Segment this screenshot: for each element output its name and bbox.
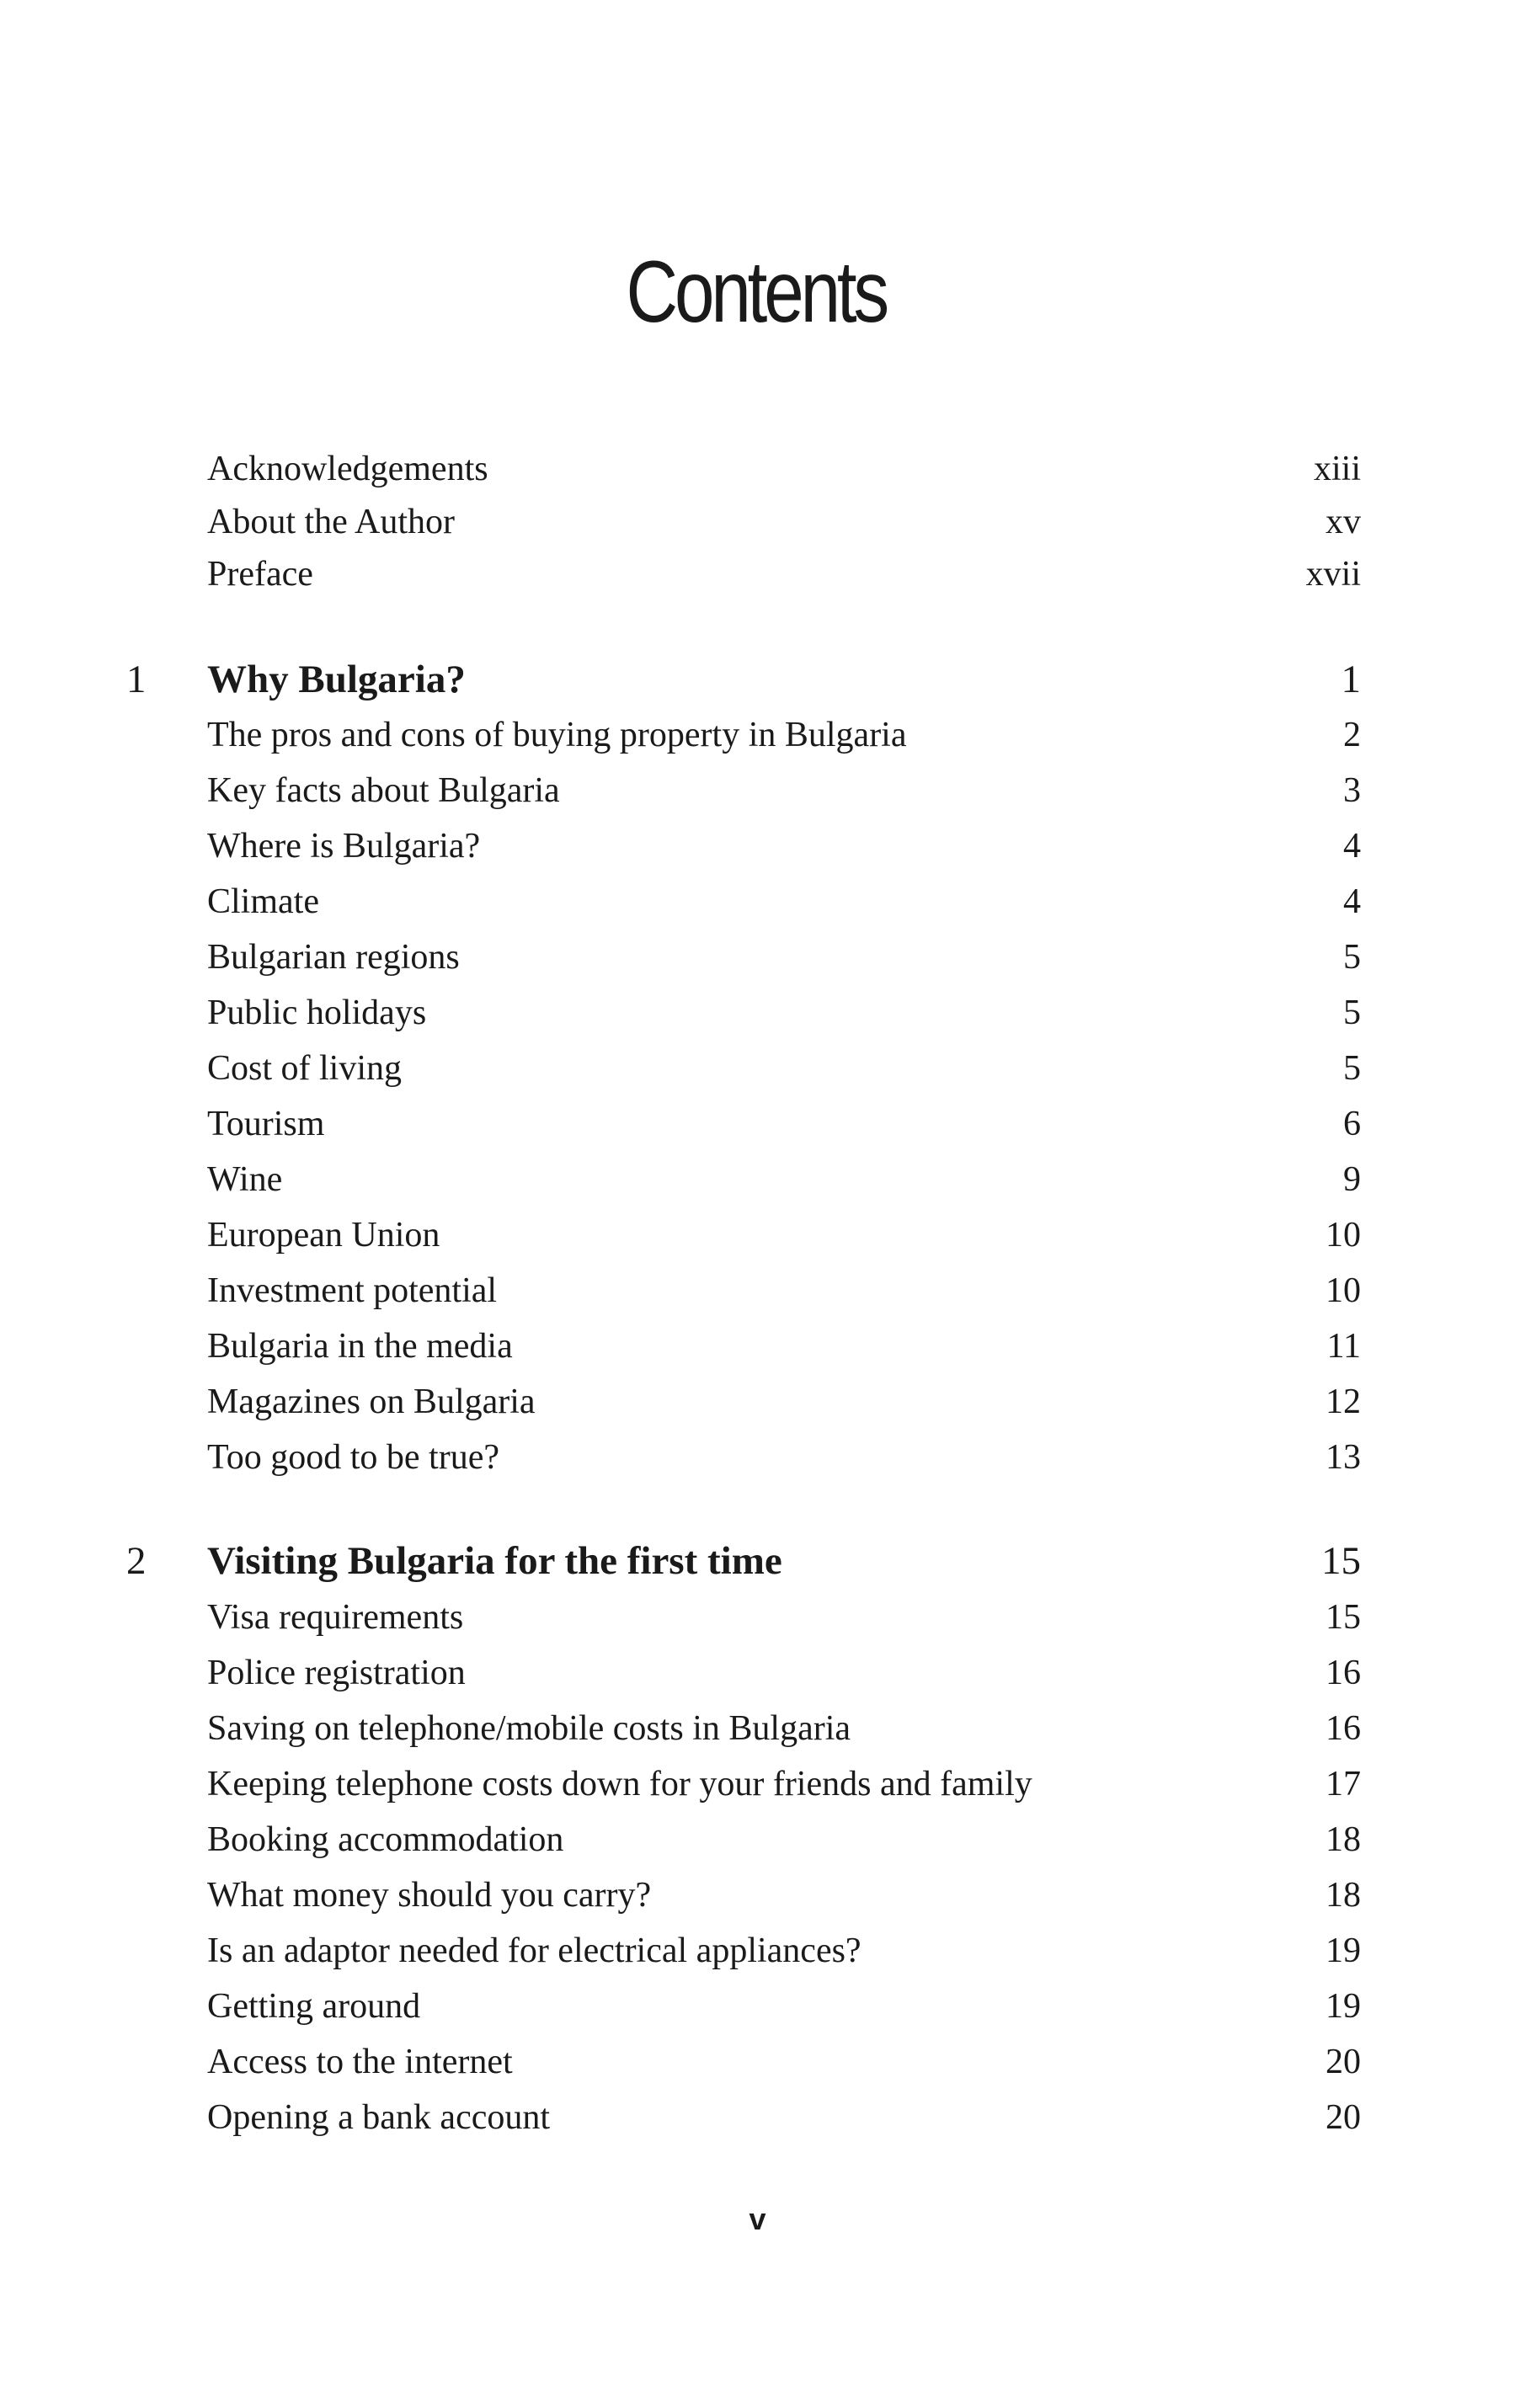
toc-entry[interactable] xyxy=(0,1210,1515,1260)
toc-entry-label: Cost of living xyxy=(207,1049,403,1088)
chapter-number: 1 xyxy=(126,658,147,701)
toc-entry[interactable] xyxy=(0,1043,1515,1094)
toc-entry-label: Tourism xyxy=(207,1105,325,1143)
toc-entry-page: 18 xyxy=(1326,1820,1361,1859)
toc-entry-label: Public holidays xyxy=(207,994,427,1032)
toc-entry-page: 9 xyxy=(1343,1160,1361,1199)
toc-entry[interactable] xyxy=(0,1814,1515,1865)
toc-entry[interactable] xyxy=(0,1321,1515,1372)
toc-entry[interactable] xyxy=(0,765,1515,816)
toc-entry-page: 16 xyxy=(1326,1709,1361,1748)
toc-entry-page: 19 xyxy=(1326,1987,1361,2026)
toc-entry-page: 20 xyxy=(1326,2098,1361,2137)
chapter-page: 1 xyxy=(1341,658,1361,701)
toc-chapter-1[interactable] xyxy=(0,654,1515,705)
chapter-number: 2 xyxy=(126,1539,147,1583)
toc-entry[interactable] xyxy=(0,932,1515,983)
toc-entry-label: Access to the internet xyxy=(207,2043,513,2081)
toc-entry-label: Acknowledgements xyxy=(207,450,488,488)
page-title: Contents xyxy=(626,243,887,341)
toc-entry[interactable] xyxy=(0,710,1515,760)
toc-entry-preface[interactable] xyxy=(0,549,1515,599)
toc-entry-label: Key facts about Bulgaria xyxy=(207,771,560,810)
toc-entry-label: Is an adaptor needed for electrical appliances? xyxy=(207,1931,862,1970)
toc-entry[interactable] xyxy=(0,1432,1515,1483)
toc-entry-page: 2 xyxy=(1343,716,1361,754)
toc-entry[interactable] xyxy=(0,1265,1515,1316)
toc-entry-page: 10 xyxy=(1326,1271,1361,1310)
toc-entry-page: 15 xyxy=(1326,1598,1361,1637)
toc-entry-page: 19 xyxy=(1326,1931,1361,1970)
toc-entry[interactable] xyxy=(0,1870,1515,1921)
toc-entry-page: 20 xyxy=(1326,2043,1361,2081)
toc-entry-label: European Union xyxy=(207,1216,440,1255)
toc-entry-label: Keeping telephone costs down for your friends and family xyxy=(207,1765,1032,1803)
toc-entry-label: About the Author xyxy=(207,503,455,541)
toc-entry-about-the-author[interactable] xyxy=(0,497,1515,547)
toc-entry-acknowledgements[interactable] xyxy=(0,444,1515,494)
toc-entry-label: Magazines on Bulgaria xyxy=(207,1382,536,1421)
toc-entry-label: Visa requirements xyxy=(207,1598,464,1637)
toc-entry[interactable] xyxy=(0,821,1515,871)
toc-entry-label: Saving on telephone/mobile costs in Bulgaria xyxy=(207,1709,851,1748)
toc-entry-page: 18 xyxy=(1326,1876,1361,1915)
toc-entry-page: xvii xyxy=(1305,555,1361,594)
toc-entry-label: Climate xyxy=(207,882,319,921)
toc-entry-page: 4 xyxy=(1343,882,1361,921)
toc-entry-page: 4 xyxy=(1343,827,1361,866)
chapter-title: Why Bulgaria? xyxy=(207,658,466,701)
chapter-page: 15 xyxy=(1321,1539,1361,1583)
toc-entry-label: Preface xyxy=(207,555,313,594)
toc-entry-label: Getting around xyxy=(207,1987,421,2026)
toc-entry[interactable] xyxy=(0,1099,1515,1149)
toc-entry-label: What money should you carry? xyxy=(207,1876,652,1915)
toc-entry[interactable] xyxy=(0,2037,1515,2087)
toc-entry[interactable] xyxy=(0,1703,1515,1754)
toc-entry-label: Opening a bank account xyxy=(207,2098,551,2137)
toc-entry-page: 10 xyxy=(1326,1216,1361,1255)
toc-entry[interactable] xyxy=(0,1154,1515,1205)
toc-entry[interactable] xyxy=(0,1981,1515,2032)
toc-entry-label: Booking accommodation xyxy=(207,1820,564,1859)
toc-entry-page: 6 xyxy=(1343,1105,1361,1143)
toc-entry-page: 11 xyxy=(1326,1327,1361,1366)
toc-entry-page: 12 xyxy=(1326,1382,1361,1421)
toc-entry-page: 5 xyxy=(1343,1049,1361,1088)
toc-entry[interactable] xyxy=(0,988,1515,1038)
toc-chapter-2[interactable] xyxy=(0,1536,1515,1586)
toc-entry-label: The pros and cons of buying property in Bulgaria xyxy=(207,716,907,754)
toc-entry-label: Bulgarian regions xyxy=(207,938,460,977)
toc-entry-label: Police registration xyxy=(207,1654,466,1692)
toc-entry[interactable] xyxy=(0,2092,1515,2143)
toc-entry-label: Where is Bulgaria? xyxy=(207,827,481,866)
chapter-title: Visiting Bulgaria for the first time xyxy=(207,1539,782,1583)
toc-entry[interactable] xyxy=(0,1592,1515,1643)
toc-entry-page: 5 xyxy=(1343,994,1361,1032)
toc-entry[interactable] xyxy=(0,1926,1515,1976)
toc-entry-page: 13 xyxy=(1326,1438,1361,1477)
toc-entry-page: 16 xyxy=(1326,1654,1361,1692)
toc-entry-page: 3 xyxy=(1343,771,1361,810)
toc-entry-page: 5 xyxy=(1343,938,1361,977)
toc-entry[interactable] xyxy=(0,1648,1515,1698)
toc-entry-label: Investment potential xyxy=(207,1271,498,1310)
toc-entry[interactable] xyxy=(0,1759,1515,1809)
page-number: v xyxy=(749,2202,766,2236)
toc-entry[interactable] xyxy=(0,1377,1515,1427)
toc-entry-label: Bulgaria in the media xyxy=(207,1327,513,1366)
toc-entry-label: Too good to be true? xyxy=(207,1438,499,1477)
toc-entry-page: xiii xyxy=(1313,450,1361,488)
toc-entry[interactable] xyxy=(0,876,1515,927)
toc-entry-label: Wine xyxy=(207,1160,283,1199)
toc-entry-page: xv xyxy=(1326,503,1361,541)
toc-entry-page: 17 xyxy=(1326,1765,1361,1803)
